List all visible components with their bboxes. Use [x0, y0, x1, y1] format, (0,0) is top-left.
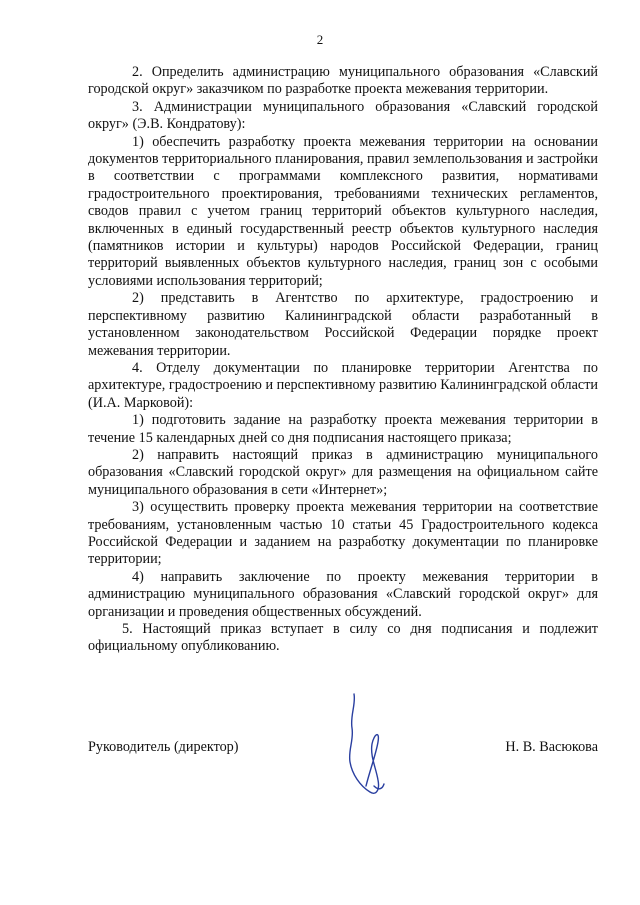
document-body	[88, 64, 598, 656]
paragraph-4-4-send-conclusion: 4) направить заключение по проекту межевания территории в администрацию муниципального образования «Славский городской округ» для организации и проведения общественных обсуждений.	[88, 568, 598, 620]
signatory-title: Руководитель (директор)	[88, 739, 239, 755]
paragraph-3-1-develop-project: 1) обеспечить разработку проекта межевания территории на основании документов территориального планирования, правил землепользования и застройки в соответствии с программами комплексного развития, нормативами градостроительного проектирования, требованиями технических регламентов, сводов правил с учетом границ территорий объектов культурного наследия, включенных в единый государственный реестр объектов культурного наследия (памятников истории и культуры) народов Российской Федерации, границ территорий выявленных объектов культурного наследия, границ зон с особыми условиями использования территорий;	[88, 133, 598, 289]
paragraph-4-2-send-order: 2) направить настоящий приказ в администрацию муниципального образования «Славский городской округ» для размещения на официальном сайте муниципального образования в сети «Интернет»;	[88, 446, 598, 498]
paragraph-3-administration: 3. Администрации муниципального образования «Славский городской округ» (Э.В. Кондратову):	[88, 98, 598, 133]
paragraph-4-department: 4. Отделу документации по планировке территории Агентства по архитектуре, градостроению и перспективному развитию Калининградской области (И.А. Марковой):	[88, 359, 598, 411]
paragraph-4-1-prepare-task: 1) подготовить задание на разработку проекта межевания территории в течение 15 календарных дней со дня подписания настоящего приказа;	[88, 412, 598, 446]
signature-stroke	[350, 694, 384, 793]
signatory-name: Н. В. Васюкова	[505, 739, 598, 755]
paragraph-4-3-verify-project: 3) осуществить проверку проекта межевания территории на соответствие требованиям, установленным частью 10 статьи 45 Градостроительного кодекса Российской Федерации и заданием на разработку документации по планировке территории;	[88, 499, 598, 568]
page-number: 2	[316, 32, 324, 47]
paragraph-3-2-submit-project: 2) представить в Агентство по архитектуре, градостроению и перспективному развитию Калининградской области разработанный в установленном законодательством Российской Федерации порядке проект межевания территории.	[88, 290, 598, 359]
handwritten-signature	[340, 690, 390, 800]
paragraph-2-customer: 2. Определить администрацию муниципального образования «Славский городской округ» заказчиком по разработке проекта межевания территории.	[88, 64, 598, 98]
paragraph-5-effective-date: 5. Настоящий приказ вступает в силу со дня подписания и подлежит официальному опубликованию.	[88, 621, 598, 655]
